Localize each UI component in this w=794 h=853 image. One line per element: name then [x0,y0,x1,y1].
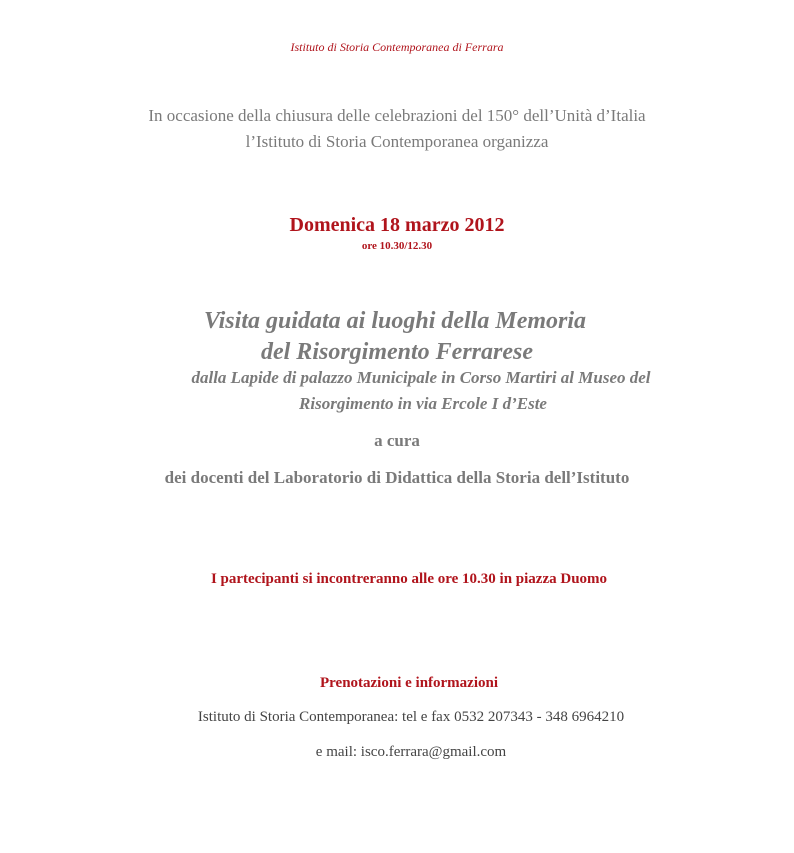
event-title-line-1: Visita guidata ai luoghi della Memoria [203,308,587,334]
contact-phone-line: Istituto di Storia Contemporanea: tel e fax 0532 207343 - 348 6964210 [197,709,625,725]
booking-title: Prenotazioni e informazioni [319,675,499,691]
event-title-line-2: del Risorgimento Ferrarese [260,339,533,365]
intro-line-1: In occasione della chiusura delle celebrazioni del 150° dell’Unità d’Italia [148,106,646,125]
curated-by-text: dei docenti del Laboratorio di Didattica della Storia dell’Istituto [164,468,630,487]
event-subtitle-line-2: Risorgimento in via Ercole I d’Este [299,394,547,413]
event-date: Domenica 18 marzo 2012 [289,214,505,236]
contact-email-line[interactable]: e mail: isco.ferrara@gmail.com [315,744,507,760]
event-time: ore 10.30/12.30 [361,240,433,252]
curated-by-label: a cura [374,431,420,450]
event-subtitle-line-1: dalla Lapide di palazzo Municipale in Corso Martiri al Museo del [191,368,651,387]
intro-line-2: l’Istituto di Storia Contemporanea organizza [245,132,549,151]
header-institute-name: Istituto di Storia Contemporanea di Ferrara [290,40,504,54]
meeting-info: I partecipanti si incontreranno alle ore 10.30 in piazza Duomo [210,571,608,587]
